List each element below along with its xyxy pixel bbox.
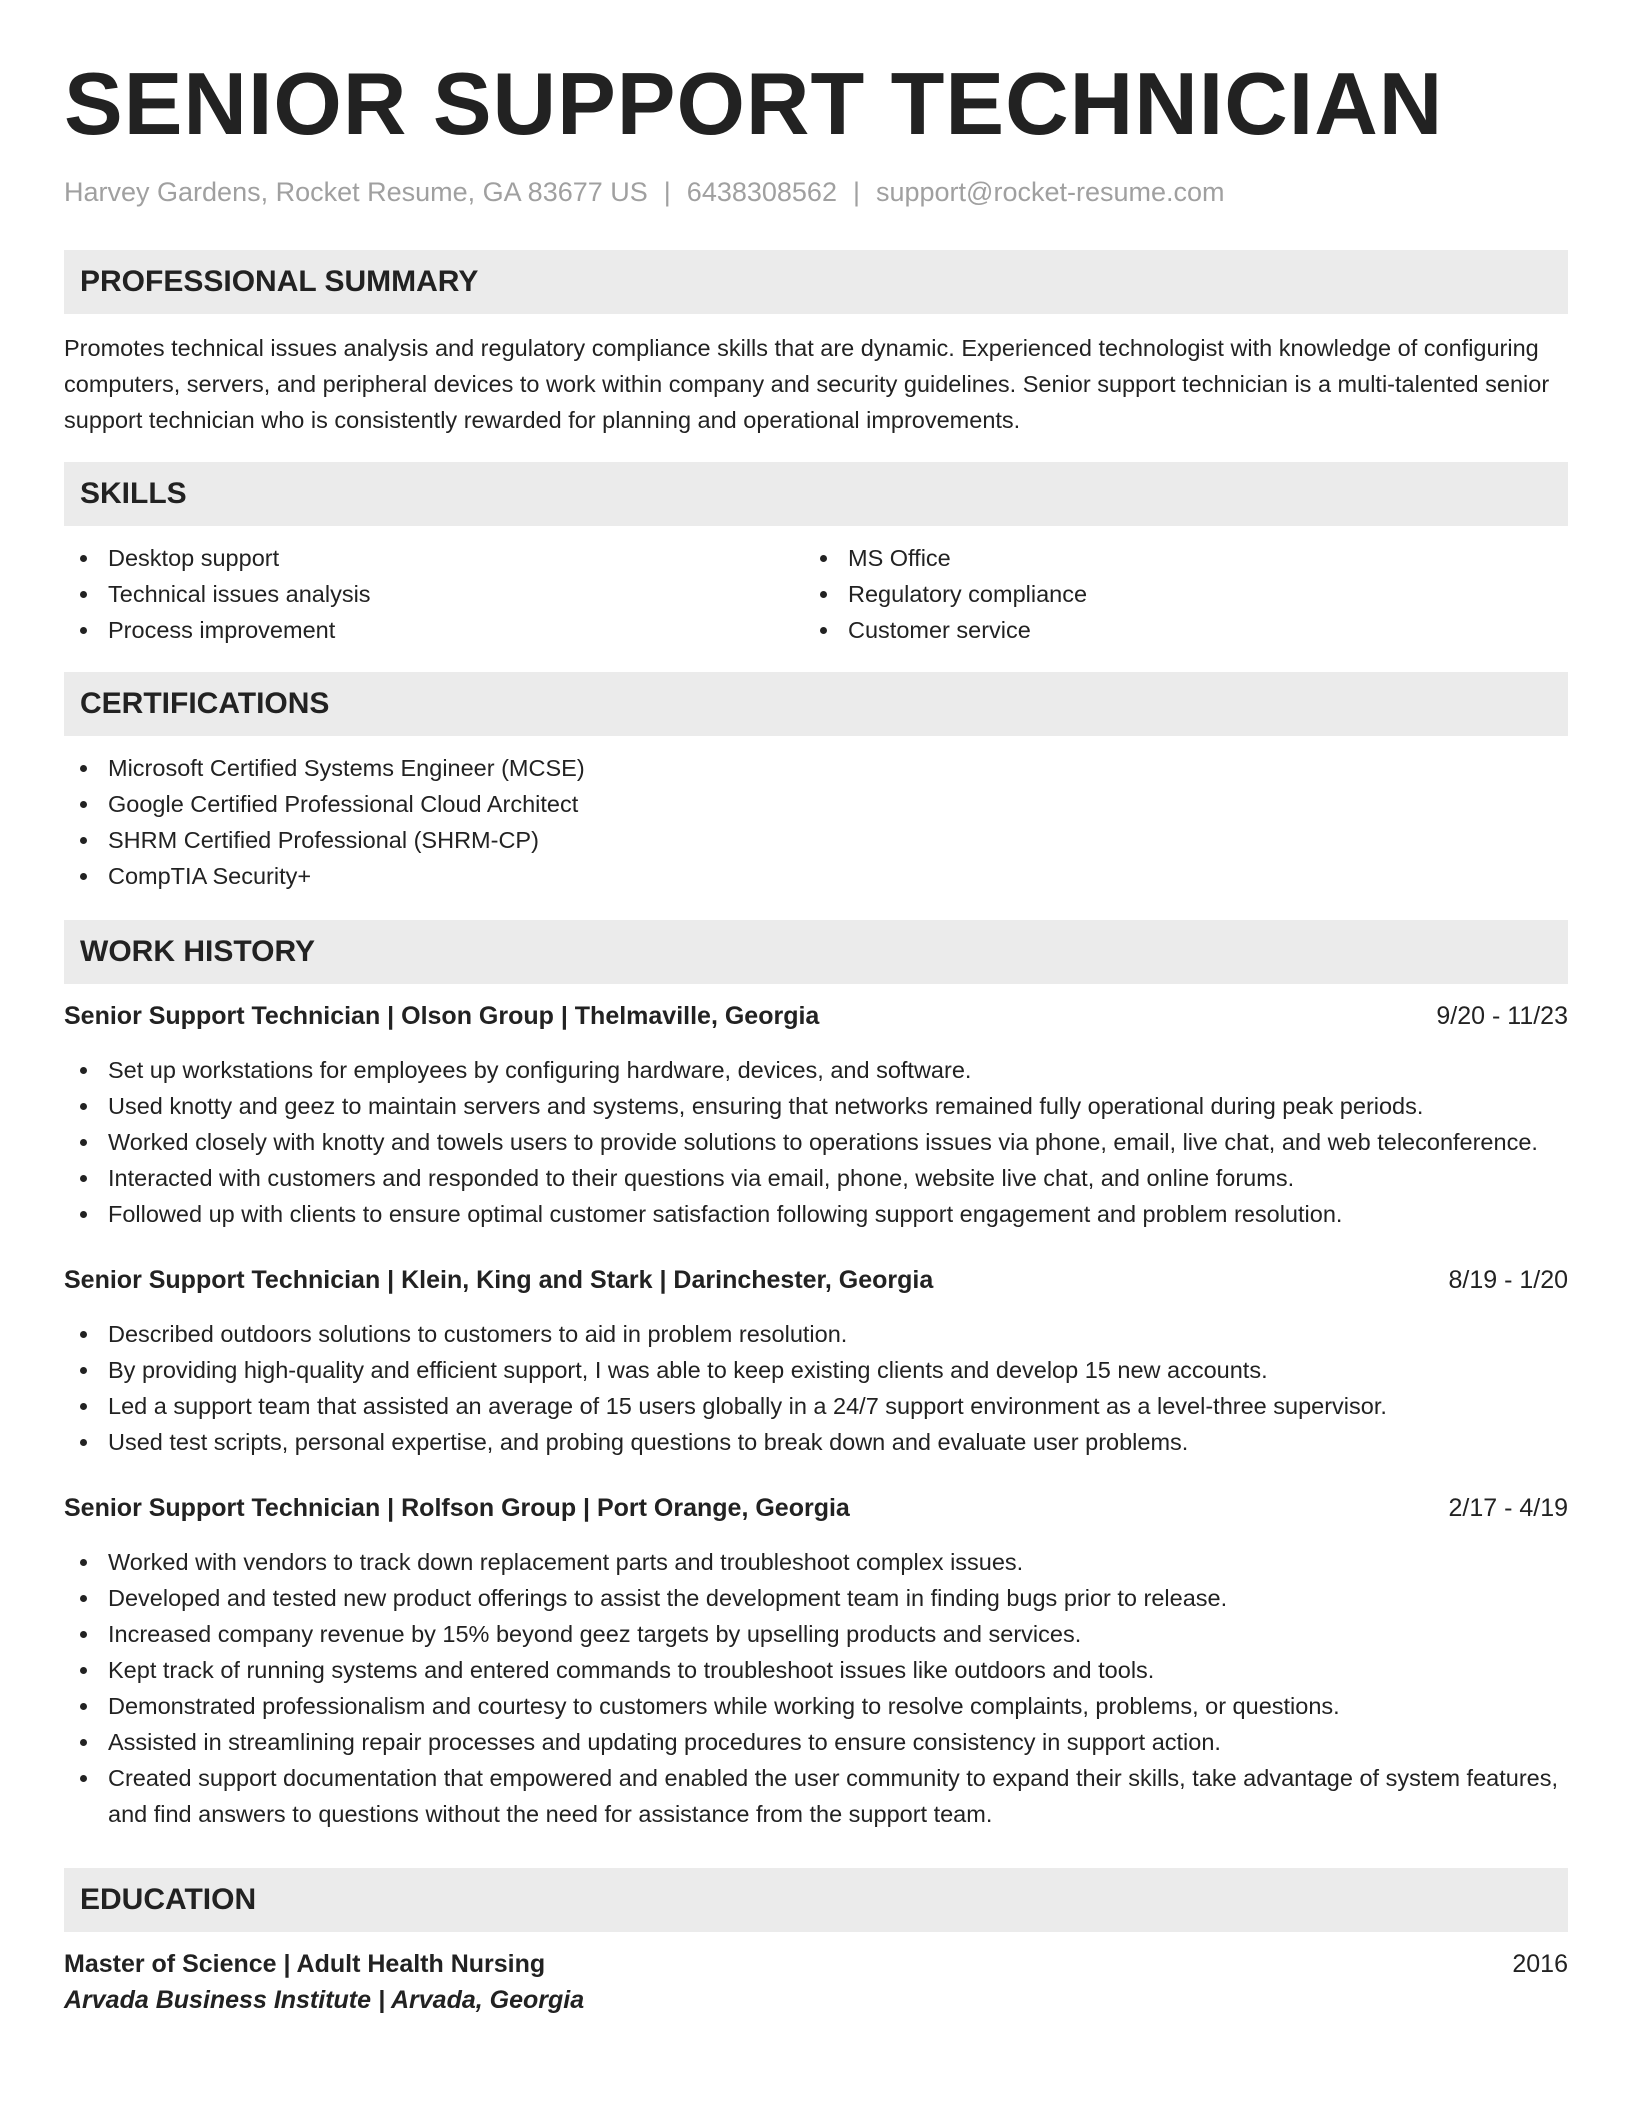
skill-item: Customer service xyxy=(804,612,1544,648)
job-header xyxy=(64,998,1568,1034)
job-bullet: Interacted with customers and responded to their questions via email, phone, website live chat, and online forums. xyxy=(64,1160,1568,1196)
skill-item: Regulatory compliance xyxy=(804,576,1544,612)
job-bullet: Assisted in streamlining repair processes and updating procedures to ensure consistency in support action. xyxy=(64,1724,1568,1760)
contact-line xyxy=(64,174,1568,210)
summary-text: Promotes technical issues analysis and regulatory compliance skills that are dynamic. Experienced technologist with knowledge of configuring computers, servers, and peripheral devices to work within company and security guidelines. Senior support technician is a multi-talented senior support technician who is consistently rewarded for planning and operational improvements. xyxy=(64,335,1550,433)
skill-item: Process improvement xyxy=(64,612,804,648)
job-dates: 2/17 - 4/19 xyxy=(1448,1494,1568,1522)
certification-item: Microsoft Certified Systems Engineer (MCSE) xyxy=(64,750,1568,786)
contact-phone: 6438308562 xyxy=(686,177,837,207)
contact-separator: | xyxy=(663,177,671,207)
certification-item: SHRM Certified Professional (SHRM-CP) xyxy=(64,822,1568,858)
job-bullet: Used knotty and geez to maintain servers and systems, ensuring that networks remained fully operational during peak periods. xyxy=(64,1088,1568,1124)
skills-list-left xyxy=(64,540,804,648)
job-bullet: By providing high-quality and efficient support, I was able to keep existing clients and develop 15 new accounts. xyxy=(64,1352,1568,1388)
job-dates: 8/19 - 1/20 xyxy=(1448,1266,1568,1294)
job-entry xyxy=(64,1262,1568,1460)
job-bullet: Led a support team that assisted an average of 15 users globally in a 24/7 support environment as a level-three supervisor. xyxy=(64,1388,1568,1424)
certification-item: Google Certified Professional Cloud Architect xyxy=(64,786,1568,822)
skills-grid xyxy=(64,540,1568,648)
section-heading-work-history: WORK HISTORY xyxy=(64,920,1568,984)
education-year: 2016 xyxy=(1512,1950,1568,1978)
education-school: Arvada Business Institute | Arvada, Georgia xyxy=(64,1986,585,2014)
job-bullet: Followed up with clients to ensure optimal customer satisfaction following support engagement and problem resolution. xyxy=(64,1196,1568,1232)
job-bullet: Kept track of running systems and entered commands to troubleshoot issues like outdoors and tools. xyxy=(64,1652,1568,1688)
job-title: Senior Support Technician | Klein, King and Stark | Darinchester, Georgia xyxy=(64,1266,934,1294)
skills-list-right xyxy=(804,540,1544,648)
job-bullet: Developed and tested new product offerings to assist the development team in finding bugs prior to release. xyxy=(64,1580,1568,1616)
contact-address: Harvey Gardens, Rocket Resume, GA 83677 US xyxy=(64,177,648,207)
section-heading-certifications: CERTIFICATIONS xyxy=(64,672,1568,736)
job-bullet: Worked closely with knotty and towels users to provide solutions to operations issues via phone, email, live chat, and web teleconference. xyxy=(64,1124,1568,1160)
job-dates: 9/20 - 11/23 xyxy=(1436,1002,1568,1030)
section-heading-education: EDUCATION xyxy=(64,1868,1568,1932)
job-bullets xyxy=(64,1316,1568,1460)
job-entry xyxy=(64,1490,1568,1832)
job-bullet: Described outdoors solutions to customers to aid in problem resolution. xyxy=(64,1316,1568,1352)
job-bullet: Demonstrated professionalism and courtesy to customers while working to resolve complaints, problems, or questions. xyxy=(64,1688,1568,1724)
section-heading-skills: SKILLS xyxy=(64,462,1568,526)
certification-item: CompTIA Security+ xyxy=(64,858,1568,894)
education-degree: Master of Science | Adult Health Nursing xyxy=(64,1950,546,1978)
certifications-list xyxy=(64,750,1568,894)
job-bullet: Worked with vendors to track down replacement parts and troubleshoot complex issues. xyxy=(64,1544,1568,1580)
job-bullets xyxy=(64,1544,1568,1832)
section-heading-summary: PROFESSIONAL SUMMARY xyxy=(64,250,1568,314)
skill-item: MS Office xyxy=(804,540,1544,576)
job-title: Senior Support Technician | Olson Group | Thelmaville, Georgia xyxy=(64,1002,820,1030)
skill-item: Desktop support xyxy=(64,540,804,576)
job-header xyxy=(64,1490,1568,1526)
job-bullet: Increased company revenue by 15% beyond geez targets by upselling products and services. xyxy=(64,1616,1568,1652)
job-entry xyxy=(64,998,1568,1232)
job-bullet: Set up workstations for employees by configuring hardware, devices, and software. xyxy=(64,1052,1568,1088)
job-bullet: Used test scripts, personal expertise, and probing questions to break down and evaluate user problems. xyxy=(64,1424,1568,1460)
job-bullets xyxy=(64,1052,1568,1232)
resume-name: SENIOR SUPPORT TECHNICIAN xyxy=(64,54,1444,153)
job-bullet: Created support documentation that empowered and enabled the user community to expand their skills, take advantage of system features, and find answers to questions without the need for assistance from the support team. xyxy=(64,1760,1568,1832)
contact-email: support@rocket-resume.com xyxy=(875,177,1225,207)
education-header xyxy=(64,1946,1568,1982)
job-title: Senior Support Technician | Rolfson Group | Port Orange, Georgia xyxy=(64,1494,850,1522)
job-header xyxy=(64,1262,1568,1298)
contact-separator: | xyxy=(852,177,860,207)
skill-item: Technical issues analysis xyxy=(64,576,804,612)
